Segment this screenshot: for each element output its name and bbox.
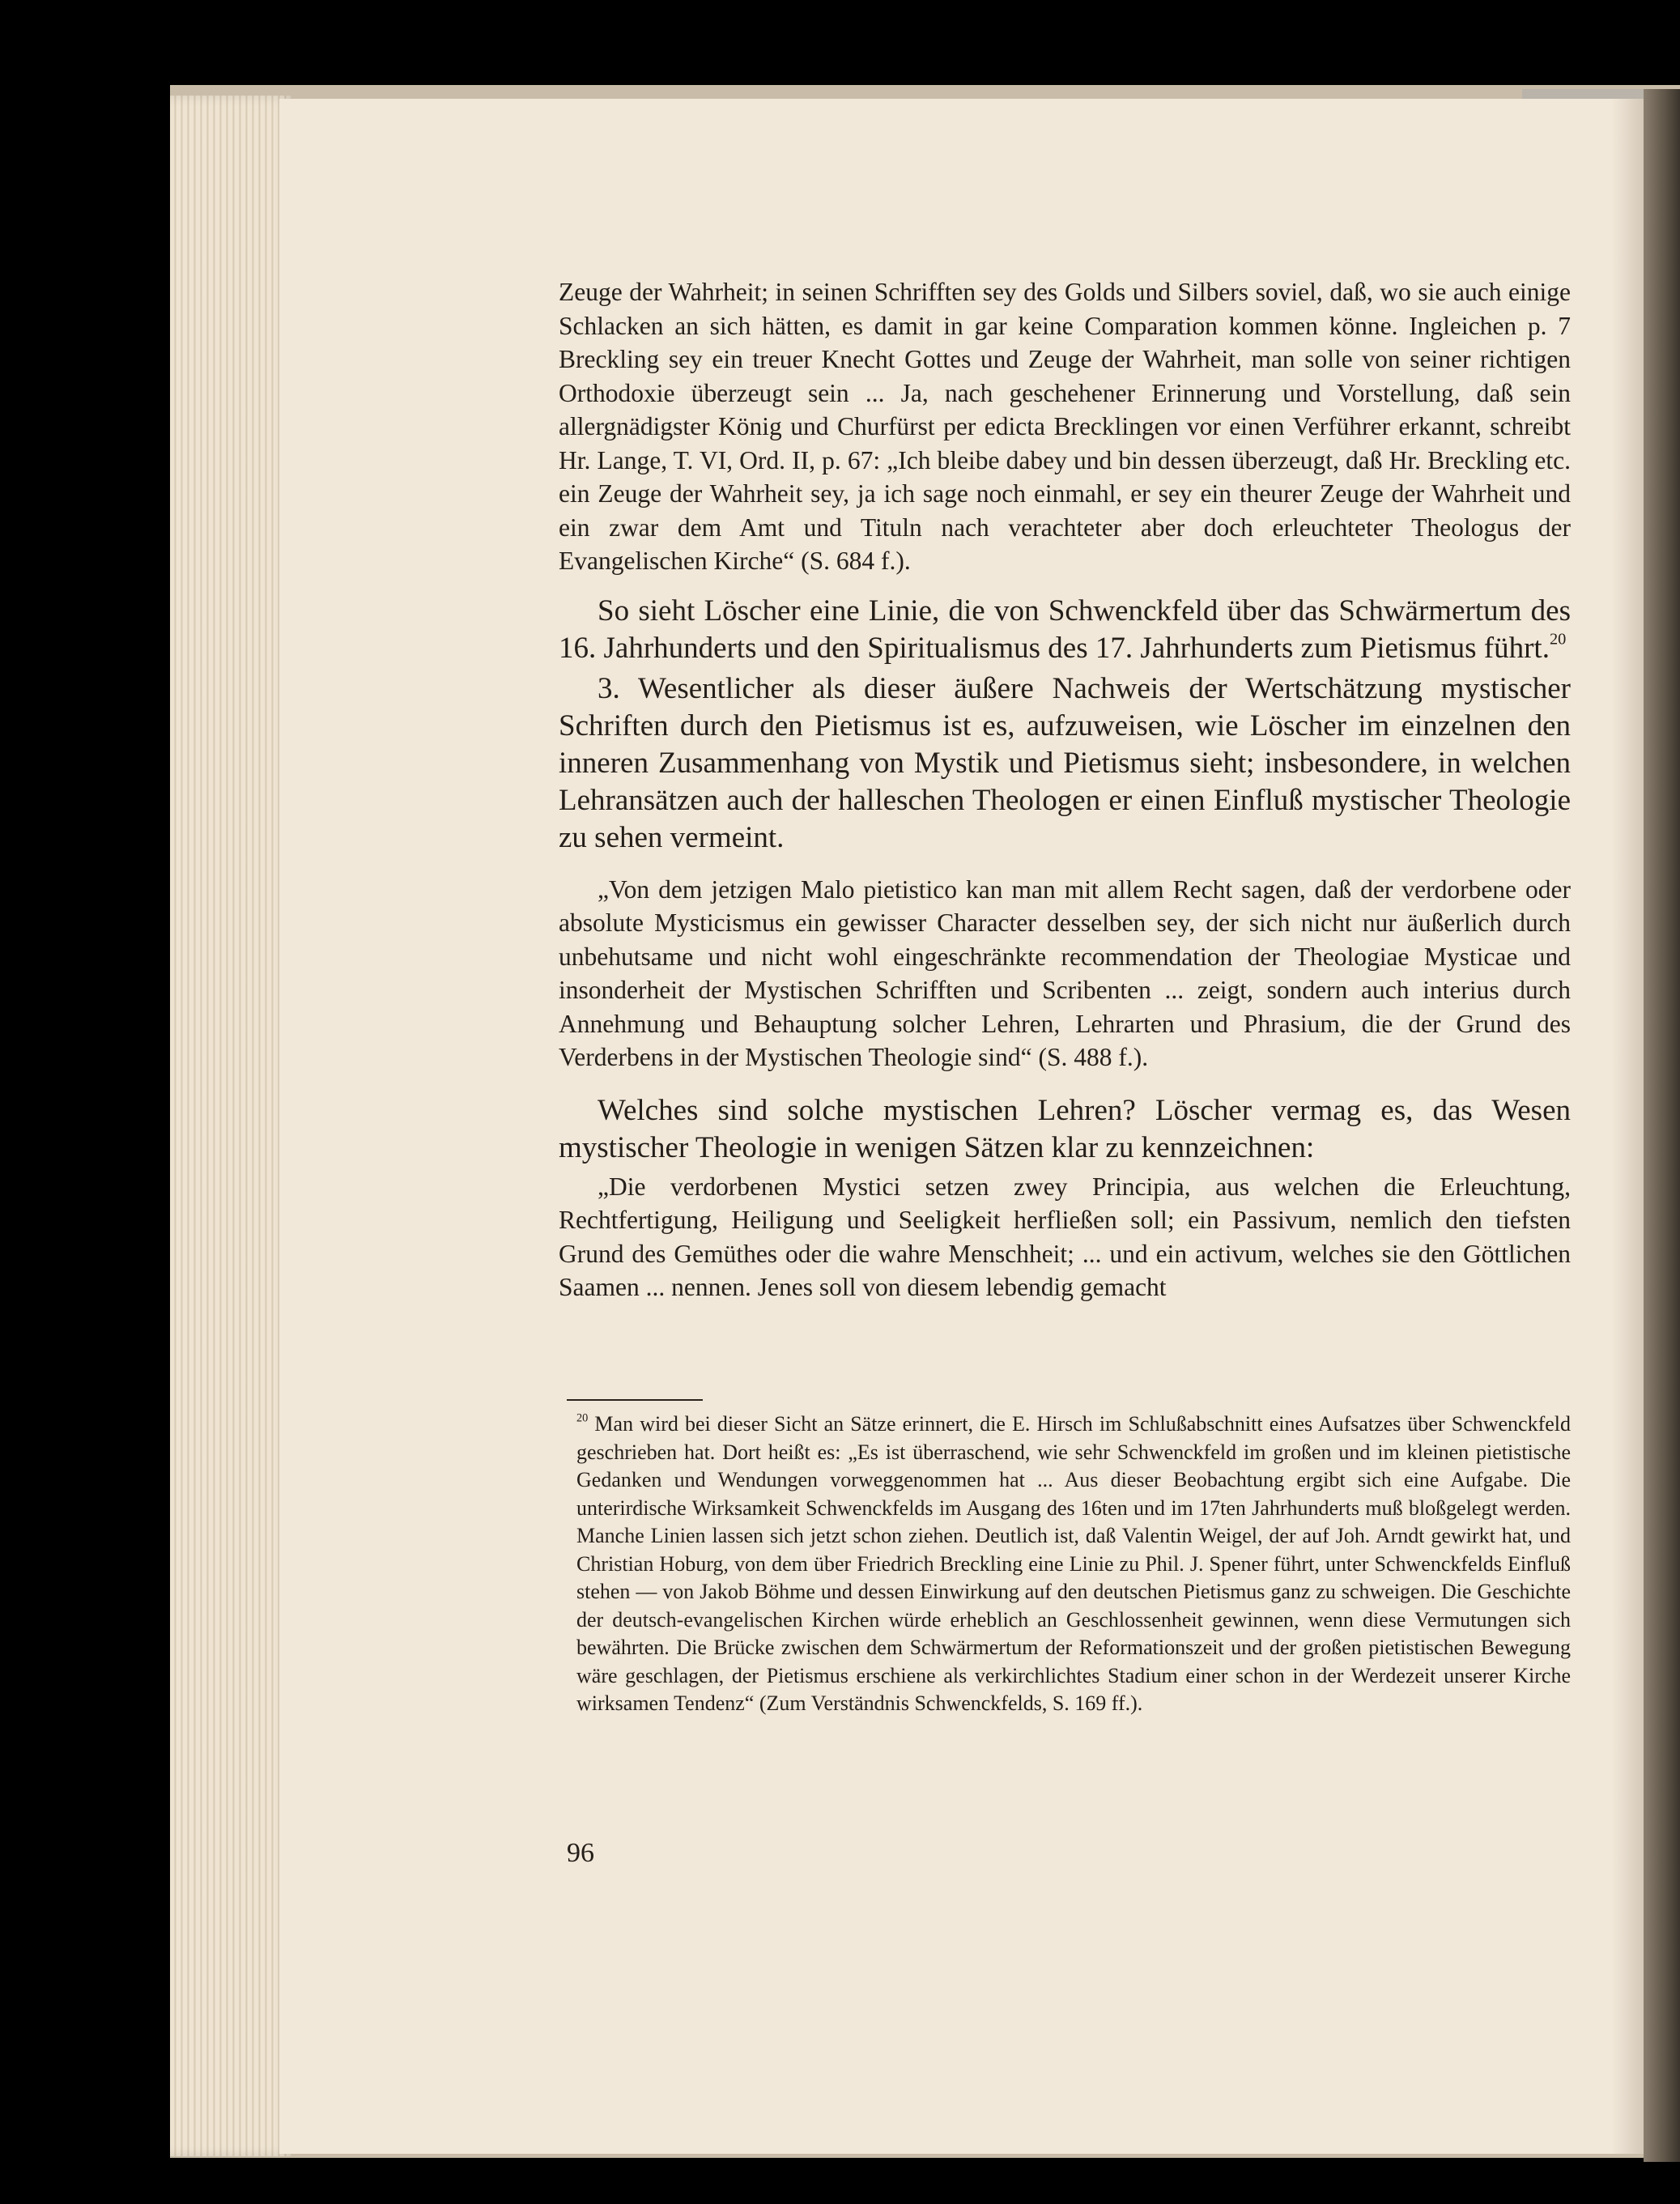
quote-breckling: Zeuge der Wahrheit; in seinen Schrifften sey des Golds und Silbers soviel, daß, wo sie auch einige Schlacken an sich hätten, es damit in gar keine Comparation kommen könne. Ingleichen p. 7 Breckling sey ein treuer Knecht Gottes und Zeuge der Wahrheit, man solle von seiner richtigen Orthodoxie überzeugt sein ... Ja, nach geschehener Erinnerung und Vorstellung, daß sein allergnädigster König und Churfürst per edicta Brecklingen vor einen Verführer erkannt, schreibt Hr. Lange, T. VI, Ord. II, p. 67: „Ich bleibe dabey und bin dessen überzeugt, daß Hr. Breckling etc. ein Zeuge der Wahrheit sey, ja ich sage noch einmahl, er sey ein theurer Zeuge der Wahrheit und ein zwar dem Amt und Tituln nach verachteter aber doch erleuchteter Theologus der Evangelischen Kirche“ (S. 684 f.). xyxy=(559,278,1571,575)
main-text xyxy=(559,275,1571,1304)
paragraph-line-schwenckfeld xyxy=(559,593,1571,667)
page-number: 96 xyxy=(567,1838,594,1868)
quote-malo-pietistico: „Von dem jetzigen Malo pietistico kan man mit allem Recht sagen, daß der verdorbene oder absolute Mysticismus ein gewisser Character desselben sey, der sich nicht nur äußerlich durch unbehutsame und nicht wohl eingeschränkte recommendation der Theologiae Mysticae und insonderheit der Mystischen Schrifften und Scribenten ... zeigt, sondern auch interius durch Annehmung und Behauptung solcher Lehren, Lehrarten und Phrasium, die der Grund des Verderbens in der Mystischen Theologie sind“ (S. 488 f.). xyxy=(559,874,1571,1071)
book-spine xyxy=(1644,89,1680,2162)
paragraph-mystical-doctrines: Welches sind solche mystischen Lehren? Löscher vermag es, das Wesen mystischer Theologie in wenigen Sätzen klar zu kennzeichnen: xyxy=(559,1093,1571,1164)
footnote-rule xyxy=(567,1399,703,1401)
page-edges xyxy=(170,96,291,2156)
footnote-number: 20 xyxy=(576,1411,589,1425)
quote-mystici: „Die verdorbenen Mystici setzen zwey Principia, aus welchen die Erleuchtung, Rechtfertigung, Heiligung und Seeligkeit herfließen soll; ein Passivum, nemlich den tiefsten Grund des Gemüthes oder die wahre Menschheit; ... und ein activum, welches sie den Göttlichen Saamen ... nennen. Jenes soll von diesem lebendig gemacht xyxy=(559,1172,1571,1301)
footnote-20 xyxy=(576,1410,1571,1718)
paragraph-text: So sieht Löscher eine Linie, die von Schwenckfeld über das Schwärmertum des 16. Jahrhunderts und den Spiritualismus des 17. Jahrhunderts zum Pietismus führt. xyxy=(559,594,1571,665)
gutter-shadow xyxy=(1611,99,1644,2154)
paragraph-section-3: 3. Wesentlicher als dieser äußere Nachweis der Wertschätzung mystischer Schriften durch den Pietismus ist es, aufzuweisen, wie Löscher im einzelnen den inneren Zusammenhang von Mystik und Pietismus sieht; insbesondere, in welchen Lehransätzen auch der halleschen Theologen er einen Einfluß mystischer Theologie zu sehen vermeint. xyxy=(559,671,1571,854)
footnote-text: Man wird bei dieser Sicht an Sätze erinnert, die E. Hirsch im Schlußabschnitt eines Aufsatzes über Schwenckfeld geschrieben hat. Dort heißt es: „Es ist überraschend, wie sehr Schwenckfeld im großen und im kleinen pietistische Gedanken und Wendungen vorweggenommen hat ... Aus dieser Beobachtung ergibt sich eine Aufgabe. Die unterirdische Wirksamkeit Schwenckfelds im Ausgang des 16ten und im 17ten Jahrhunderts muß bloßgelegt werden. Manche Linien lassen sich jetzt schon ziehen. Deutlich ist, daß Valentin Weigel, der auf Joh. Arndt gewirkt hat, und Christian Hoburg, von dem über Friedrich Breckling eine Linie zu Phil. J. Spener führt, unter Schwenckfelds Einfluß stehen — von Jakob Böhme und dessen Einwirkung auf den deutschen Pietismus ganz zu schweigen. Die Geschichte der deutsch-evangelischen Kirchen würde erheblich an Geschlossenheit gewinnen, wenn diese Vermutungen sich bewährten. Die Brücke zwischen dem Schwärmertum der Reformationszeit und der großen pietistischen Bewegung wäre geschlagen, der Pietismus erschiene als verkirchlichtes Stadium einer schon in der Werdezeit unserer Kirche wirksamen Tendenz“ (Zum Verständnis Schwenckfelds, S. 169 ff.). xyxy=(576,1412,1572,1715)
footnote-ref: 20 xyxy=(1549,630,1567,649)
